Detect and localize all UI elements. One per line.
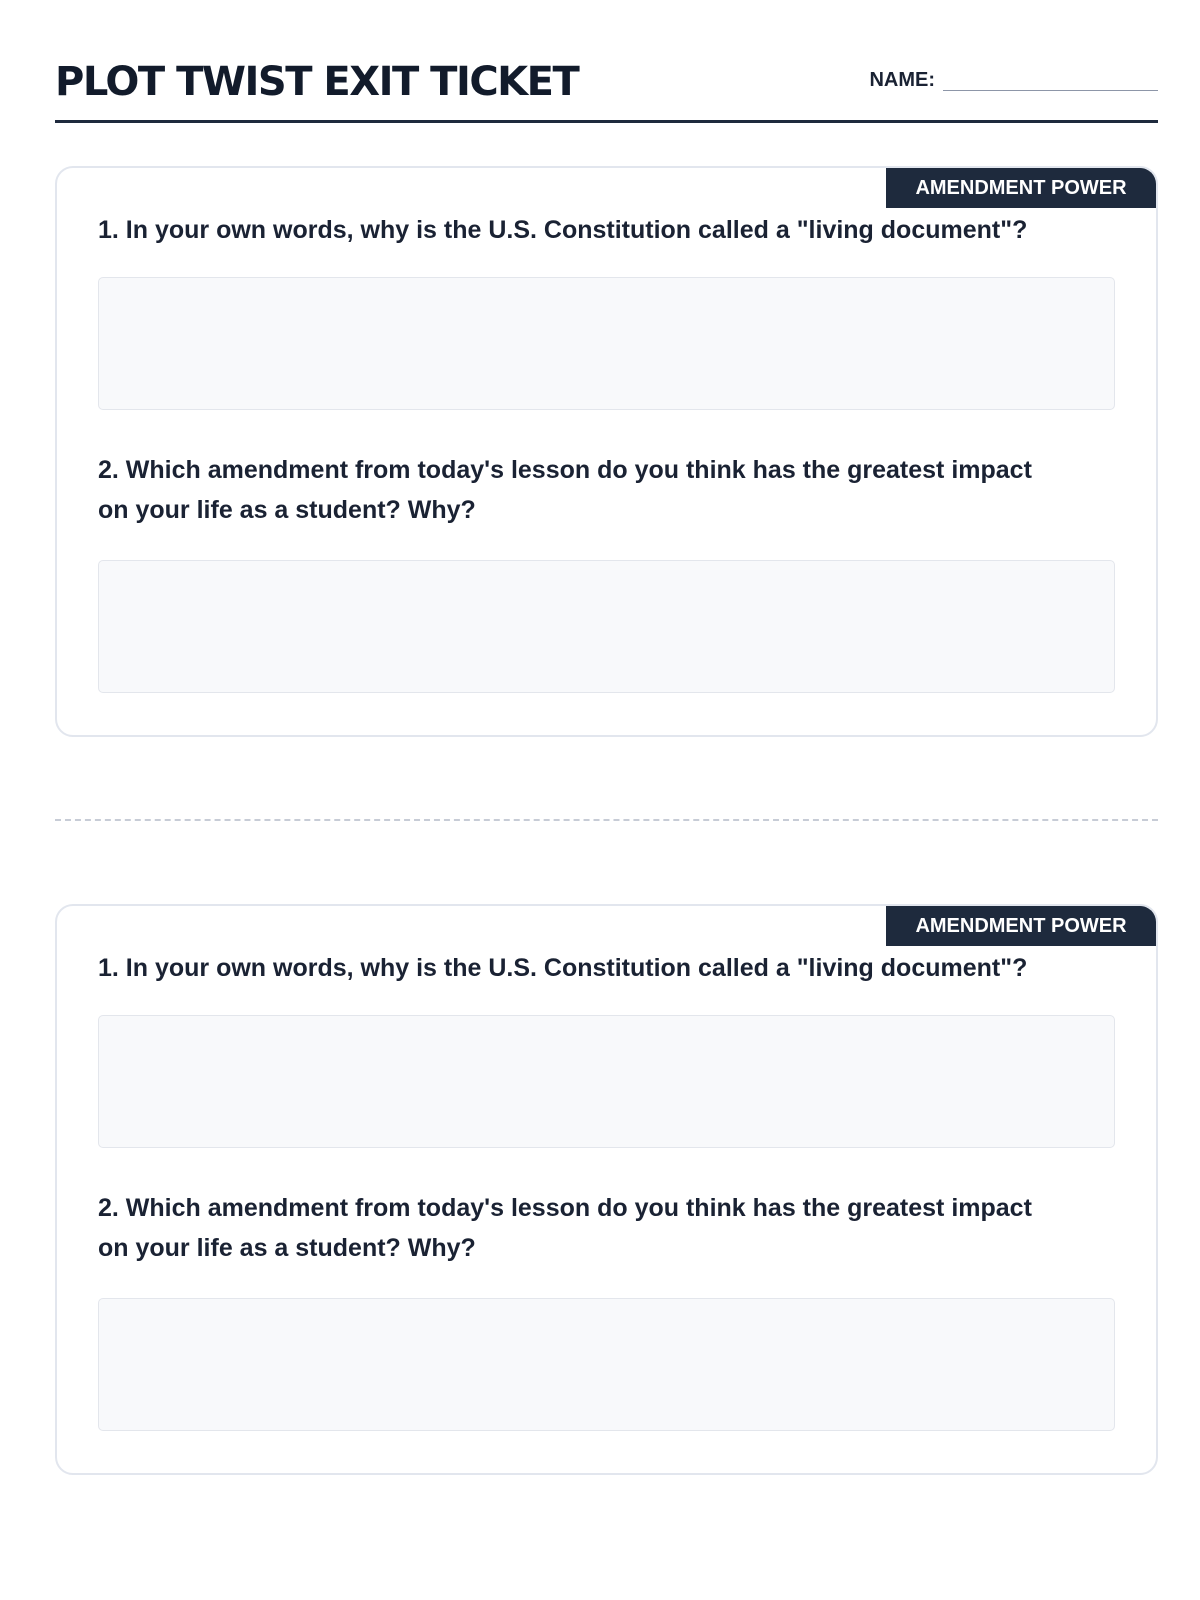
page-title: PLOT TWIST EXIT TICKET xyxy=(55,59,579,105)
question-2-text: 2. Which amendment from today's lesson do you think has the greatest impact on your life as a student? Why? xyxy=(98,456,1032,524)
question-2-text: 2. Which amendment from today's lesson do you think has the greatest impact on your life as a student? Why? xyxy=(98,1194,1032,1262)
answer-box-2[interactable] xyxy=(98,560,1115,693)
exit-ticket-card-2 xyxy=(55,904,1158,1475)
topic-badge: AMENDMENT POWER xyxy=(886,906,1156,946)
exit-ticket-card-1 xyxy=(55,166,1158,737)
answer-box-2[interactable] xyxy=(98,1298,1115,1431)
answer-box-1[interactable] xyxy=(98,277,1115,410)
cut-line-divider xyxy=(55,819,1158,821)
name-field-group xyxy=(869,68,1158,92)
worksheet-header xyxy=(55,50,1158,123)
name-input-line[interactable] xyxy=(943,90,1158,91)
topic-badge: AMENDMENT POWER xyxy=(886,168,1156,208)
question-1-text: 1. In your own words, why is the U.S. Constitution called a "living document"? xyxy=(98,954,1028,982)
answer-box-1[interactable] xyxy=(98,1015,1115,1148)
question-1-text: 1. In your own words, why is the U.S. Constitution called a "living document"? xyxy=(98,216,1028,244)
name-label: NAME: xyxy=(869,69,935,91)
